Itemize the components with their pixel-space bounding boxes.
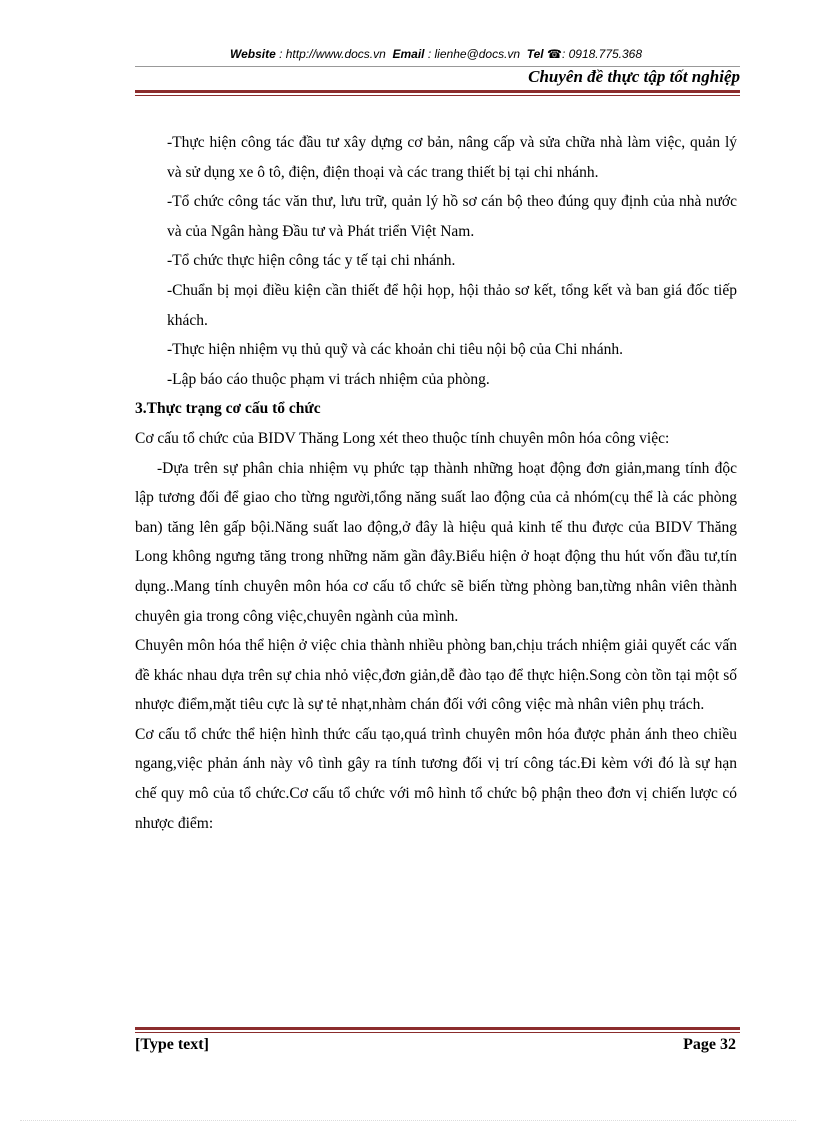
- paragraph: -Tổ chức công tác văn thư, lưu trữ, quản lý hồ sơ cán bộ theo đúng quy định của nhà nước và của Ngân hàng Đầu tư và Phát triển Việt Nam.: [167, 193, 737, 240]
- paragraph: -Thực hiện nhiệm vụ thủ quỹ và các khoản chi tiêu nội bộ của Chi nhánh.: [167, 341, 624, 359]
- email-label: Email: [392, 47, 425, 61]
- page-bottom-border: [20, 1120, 796, 1121]
- paragraph: -Chuẩn bị mọi điều kiện cần thiết để hội họp, hội thảo sơ kết, tổng kết và ban giá đốc tiếp khách.: [167, 281, 737, 329]
- paragraph: -Tổ chức thực hiện công tác y tế tại chi nhánh.: [167, 252, 456, 270]
- paragraph: Cơ cấu tổ chức thể hiện hình thức cấu tạo,quá trình chuyên môn hóa được phản ánh theo chiều ngang,việc phản ánh này vô tình gây ra tính tương đối vị trí công tác.Đi kèm với đó là sự hạn chế quy mô của tổ chức.Cơ cấu tổ chức với mô hình tổ chức bộ phận theo đơn vị chiến lược có nhược điểm:: [135, 725, 737, 832]
- email-value: : lienhe@docs.vn: [427, 47, 521, 61]
- website-value: : http://www.docs.vn: [279, 47, 386, 61]
- footer-divider-thin: [135, 1032, 740, 1033]
- tel-value: ☎: 0918.775.368: [547, 47, 643, 61]
- paragraph: -Thực hiện công tác đầu tư xây dựng cơ bản, nâng cấp và sửa chữa nhà làm việc, quản lý và sử dụng xe ô tô, điện, điện thoại và các trang thiết bị tại chi nhánh.: [167, 134, 737, 181]
- website-label: Website: [229, 47, 276, 61]
- section-heading: 3.Thực trạng cơ cấu tổ chức: [135, 400, 321, 418]
- tel-label: Tel: [526, 47, 544, 61]
- paragraph: Chuyên môn hóa thể hiện ở việc chia thành nhiều phòng ban,chịu trách nhiệm giải quyết các vấn đề khác nhau dựa trên sự chia nhỏ việc,đơn giản,dễ đào tạo để thực hiện.Song còn tồn tại một số nhược điểm,mặt tiêu cực là sự tẻ nhạt,nhàm chán đối với công việc mà nhân viên phụ trách.: [135, 637, 737, 714]
- page-number: Page 32: [683, 1036, 736, 1053]
- paragraph: -Dựa trên sự phân chia nhiệm vụ phức tạp thành những hoạt động đơn giản,mang tính độc lập tương đối để giao cho từng người,tổng năng suất lao động của cả nhóm(cụ thể là các phòng ban) tăng lên gấp bội.Năng suất lao động,ở đây là hiệu quả kinh tế thu được của BIDV Thăng Long không ngưng tăng trong những năm gần đây.Biểu hiện ở hoạt động thu hút vốn đầu tư,tín dụng..Mang tính chuyên môn hóa cơ cấu tổ chức sẽ biến từng phòng ban,từng nhân viên thành chuyên gia trong công việc,chuyên ngành của mình.: [135, 459, 737, 625]
- header-contact-line: [135, 47, 737, 61]
- paragraph: Cơ cấu tổ chức của BIDV Thăng Long xét theo thuộc tính chuyên môn hóa công việc:: [135, 429, 670, 447]
- footer-divider-thick: [135, 1027, 740, 1030]
- document-title: Chuyên đề thực tập tốt nghiệp: [528, 67, 740, 86]
- document-body: [135, 128, 737, 838]
- paragraph: -Lập báo cáo thuộc phạm vi trách nhiệm của phòng.: [167, 370, 490, 388]
- footer-placeholder-text: [Type text]: [135, 1036, 209, 1053]
- header-divider-thick: [135, 90, 740, 93]
- header-divider-thin-lower: [135, 95, 740, 96]
